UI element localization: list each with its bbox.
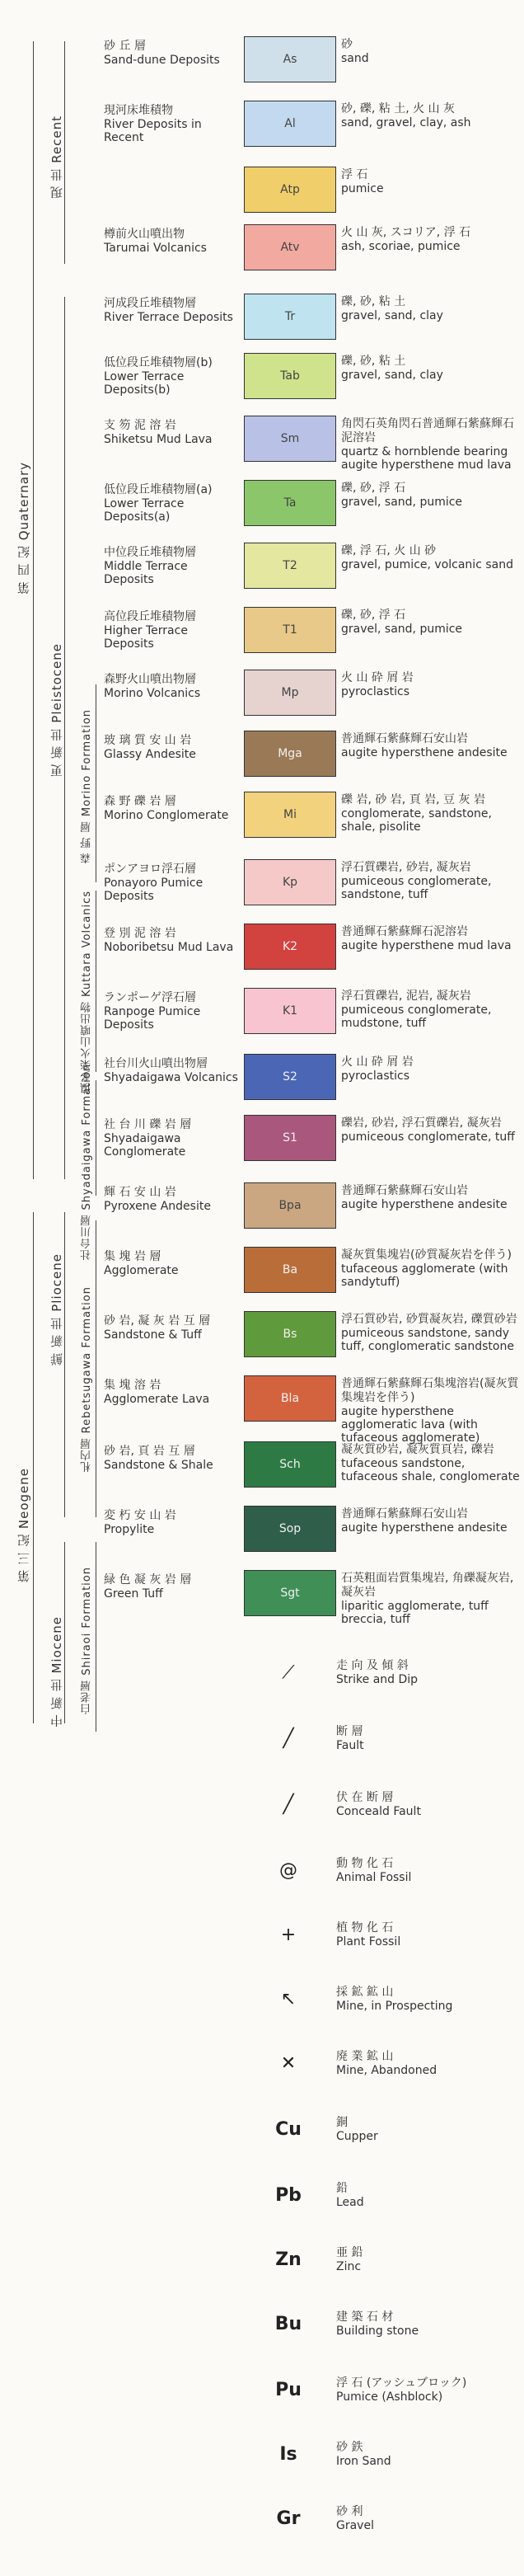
era-pliocene: 鮮 新 世 Pliocene [49,1253,64,1366]
legend-symbol-en: Plant Fossil [336,1935,401,1948]
unit-description-en: conglomerate, sandstone, shale, pisolite [341,807,492,834]
unit-name [104,40,240,67]
unit-swatch: Atv [244,224,336,270]
unit-name-jp: 森野火山噴出物層 [104,673,196,686]
unit-description-en: augite hypersthene andesite [341,1521,508,1535]
unit-description-en: liparitic agglomerate, tuff breccia, tuff [341,1600,489,1626]
unit-description [341,1184,522,1211]
unit-description-jp: 普通輝石紫蘇輝石安山岩 [341,1184,468,1197]
legend-symbol-description [336,2441,517,2468]
unit-swatch: Mi [244,792,336,838]
unit-description-jp: 浮 石 [341,168,368,181]
unit-description-jp: 凝灰質集塊岩(砂質凝灰岩を伴う) [341,1248,512,1262]
unit-description [341,38,522,65]
unit-description-en: tufaceous agglomerate (with sandytuff) [341,1262,508,1289]
unit-swatch: As [244,36,336,82]
unit-name-en: Morino Volcanics [104,687,201,700]
legend-symbol-en: Animal Fossil [336,1871,412,1884]
unit-description [341,1055,522,1083]
unit-swatch: Bs [244,1311,336,1357]
unit-swatch: Al [244,101,336,147]
unit-swatch: S1 [244,1115,336,1161]
legend-symbol-en: Building stone [336,2325,419,2338]
legend-symbol-description [336,1659,517,1686]
unit-swatch: T2 [244,543,336,589]
unit-description [341,1116,522,1144]
unit-name-jp: 変 朽 安 山 岩 [104,1509,176,1522]
unit-name-en: Ranpoge Pumice Deposits [104,1005,201,1032]
unit-name [104,1445,240,1472]
unit-name-en: Glassy Andesite [104,748,196,761]
unit-name-jp: 高位段丘堆積物層 [104,610,196,623]
era-quaternary: 第 四 紀 Quaternary [16,462,31,595]
unit-description-jp: 礫 岩, 砂 岩, 頁 岩, 豆 灰 岩 [341,793,485,806]
unit-description [341,1443,522,1483]
unit-name [104,1057,240,1084]
unit-name [104,104,240,144]
unit-description-en: gravel, sand, pumice [341,496,463,509]
unit-name-jp: 砂 丘 層 [104,40,146,53]
unit-swatch: Tab [244,353,336,399]
unit-description-jp: 普通輝石紫蘇輝石安山岩 [341,732,468,745]
unit-name-en: Sand-dune Deposits [104,54,220,67]
unit-name-jp: 低位段丘堆積物層(b) [104,356,213,369]
unit-description-jp: 礫, 砂, 粘 土 [341,355,406,368]
unit-description-jp: 角閃石英角閃石普通輝石紫蘇輝石泥溶岩 [341,417,514,444]
brace-quaternary [33,41,34,1179]
unit-name-jp: 現河床堆積物 [104,104,173,117]
unit-description-jp: 礫, 砂, 浮 石 [341,609,406,622]
legend-symbol-icon: ⟋ [282,1662,295,1683]
unit-name-en: Ponayoro Pumice Deposits [104,877,204,903]
unit-name [104,356,240,397]
unit-description-en: pyroclastics [341,1069,410,1083]
legend-symbol-icon: Bu [274,2314,302,2334]
unit-name-jp: 河成段丘堆積物層 [104,297,196,310]
unit-swatch: Kp [244,859,336,905]
unit-name-jp: 中位段丘堆積物層 [104,546,196,559]
unit-description-jp: 砂, 礫, 粘 土, 火 山 灰 [341,102,456,115]
unit-description-en: pumiceous conglomerate, sandstone, tuff [341,875,492,901]
unit-description-en: sand, gravel, clay, ash [341,116,471,129]
unit-name [104,610,240,651]
legend-symbol-en: Iron Sand [336,2455,391,2468]
unit-description-jp: 火 山 砕 屑 岩 [341,1055,414,1069]
unit-swatch: K1 [244,988,336,1034]
unit-name-en: Higher Terrace Deposits [104,624,188,651]
unit-name [104,927,240,954]
legend-symbol-jp: 鉛 [336,2182,348,2195]
unit-name-jp: 社台川火山噴出物層 [104,1057,208,1070]
legend-symbol-jp: 亜 鉛 [336,2246,363,2259]
legend-symbol-icon: @ [279,1860,297,1881]
legend-symbol-en: Conceald Fault [336,1805,421,1818]
legend-symbol-en: Cupper [336,2130,378,2143]
unit-name-en: Shyadaigawa Conglomerate [104,1132,186,1159]
unit-name-jp: 玻 璃 質 安 山 岩 [104,734,192,747]
legend-symbol-description [336,2116,517,2143]
unit-description [341,482,522,509]
brace-recent [64,41,65,264]
legend-symbol-icon: Pb [275,2185,302,2206]
unit-description-en: sand [341,52,369,65]
legend-symbol-icon: Is [279,2444,297,2465]
unit-name [104,1118,240,1159]
legend-symbol-description [336,1921,517,1948]
unit-description-en: pumice [341,182,384,195]
legend-symbol-en: Strike and Dip [336,1673,419,1686]
unit-description [341,226,522,253]
unit-name [104,297,240,324]
unit-description [341,168,522,195]
legend-symbol-icon: ✕ [280,2053,297,2074]
unit-description-jp: 火 山 砕 屑 岩 [341,671,414,684]
unit-name-en: Lower Terrace Deposits(a) [104,497,185,524]
unit-description-en: quartz & hornblende bearing augite hypersthene mud lava [341,445,512,472]
unit-name [104,1573,240,1601]
era-pleistocene: 更 新 世 Pleistocene [49,643,64,777]
unit-description-jp: 凝灰質砂岩, 凝灰質頁岩, 礫岩 [341,1443,494,1456]
unit-description-en: augite hypersthene agglomeratic lava (with tufaceous agglomerate) [341,1405,480,1445]
unit-swatch: Mga [244,731,336,777]
legend-symbol-en: Lead [336,2196,364,2209]
legend-symbol-icon: Zn [275,2249,302,2270]
unit-description-jp: 礫, 砂, 浮 石 [341,482,406,495]
unit-name-jp: 集 塊 岩 層 [104,1250,161,1263]
unit-swatch: Bpa [244,1182,336,1229]
unit-name-en: Middle Terrace Deposits [104,560,188,586]
unit-description-en: pumiceous conglomerate, tuff [341,1131,515,1144]
unit-description [341,1313,522,1353]
unit-description-jp: 普通輝石紫蘇輝石集塊溶岩(凝灰質集塊岩を伴う) [341,1377,519,1404]
brace-pliocene [64,1212,65,1517]
unit-description-jp: 礫岩, 砂岩, 浮石質礫岩, 凝灰岩 [341,1116,502,1130]
legend-symbol-description [336,1791,517,1818]
unit-description [341,102,522,129]
legend-symbol-description [336,1725,517,1752]
formation-rebetsu: 札内層 Rebetsugawa Formation [81,1286,93,1473]
unit-description [341,925,522,952]
unit-swatch: Sgt [244,1570,336,1616]
unit-swatch: Sch [244,1441,336,1488]
unit-name [104,863,240,903]
legend-symbol-jp: 砂 利 [336,2505,363,2518]
legend-symbol-jp: 伏 在 断 層 [336,1791,394,1804]
legend-symbol-jp: 断 層 [336,1725,363,1738]
legend-symbol-en: Mine, in Prospecting [336,2000,453,2013]
legend-symbol-description [336,2246,517,2273]
unit-description [341,544,522,571]
unit-description-jp: 浮石質礫岩, 砂岩, 凝灰岩 [341,861,471,874]
legend-symbol-icon: ╱ [283,1728,294,1749]
unit-name-jp: 登 別 泥 溶 岩 [104,927,176,940]
unit-description-jp: 砂 [341,38,353,51]
unit-swatch: Sm [244,416,336,462]
unit-description [341,1572,522,1626]
era-tertiary: 第 三 紀 Neogene [16,1468,31,1583]
unit-description [341,355,522,382]
unit-description-en: gravel, sand, pumice [341,623,463,636]
unit-description [341,732,522,759]
legend-symbol-en: Fault [336,1739,364,1752]
unit-description-en: augite hypersthene andesite [341,746,508,759]
unit-description [341,1248,522,1289]
unit-name [104,734,240,761]
unit-name-jp: 緑 色 凝 灰 岩 層 [104,1573,192,1586]
unit-description-jp: 普通輝石紫蘇輝石泥溶岩 [341,925,468,938]
unit-description-jp: 礫, 浮 石, 火 山 砂 [341,544,437,557]
unit-name-jp: 森 野 礫 岩 層 [104,795,176,808]
unit-name-jp: 砂 岩, 凝 灰 岩 互 層 [104,1314,211,1328]
legend-symbol-jp: 走 向 及 傾 斜 [336,1659,409,1672]
legend-symbol-jp: 建 築 石 材 [336,2310,394,2324]
unit-name-jp: ランポーゲ浮石層 [104,991,196,1004]
legend-symbol-jp: 廃 業 鉱 山 [336,2050,394,2063]
formation-kuttara: 倶多楽火山噴出物 Kuttara Volcanics [81,891,93,1094]
unit-name-jp: 低位段丘堆積物層(a) [104,483,213,496]
unit-description [341,861,522,901]
legend-symbol-description [336,2050,517,2077]
era-recent: 現 世 Recent [49,115,64,200]
unit-name [104,1509,240,1536]
unit-description-jp: 浮石質礫岩, 泥岩, 凝灰岩 [341,990,471,1003]
brace-pleistocene [64,297,65,1179]
legend-symbol-description [336,2310,517,2338]
unit-name-jp: 支 笏 泥 溶 岩 [104,419,176,432]
unit-name-jp: 社 台 川 礫 岩 層 [104,1118,192,1131]
unit-name-jp: 樽前火山噴出物 [104,228,185,241]
legend-symbol-icon: ↖ [280,1989,297,2010]
unit-swatch: Mp [244,670,336,716]
legend-symbol-description [336,2505,517,2532]
unit-name [104,1379,240,1406]
unit-name-en: River Terrace Deposits [104,311,233,324]
unit-swatch: Ba [244,1247,336,1293]
unit-swatch: S2 [244,1054,336,1100]
unit-name-en: Propylite [104,1523,155,1536]
legend-symbol-icon: Pu [275,2380,302,2400]
legend-symbol-jp: 砂 鉄 [336,2441,363,2454]
legend-symbol-description [336,2376,517,2404]
unit-description-en: tufaceous sandstone, tufaceous shale, conglomerate [341,1457,520,1483]
formation-shyadai: 社台川層 Shyadaigawa Formation [81,1064,93,1261]
unit-description [341,990,522,1030]
unit-swatch: Ta [244,480,336,526]
unit-description [341,1507,522,1535]
unit-description [341,1377,522,1445]
unit-description-jp: 浮石質砂岩, 砂質凝灰岩, 礫質砂岩 [341,1313,517,1326]
unit-description-en: augite hypersthene andesite [341,1198,508,1211]
unit-swatch: Bla [244,1375,336,1422]
formation-shiraoi: 白老層 Shiraoi Formation [81,1567,93,1714]
unit-name [104,1250,240,1277]
brace-miocene [64,1542,65,1723]
unit-name-en: Lower Terrace Deposits(b) [104,370,185,397]
unit-description [341,793,522,834]
legend-symbol-description [336,1857,517,1884]
unit-name [104,673,240,700]
unit-name [104,419,240,446]
unit-description-jp: 火 山 灰, スコリア, 浮 石 [341,226,471,239]
era-miocene: 中 新 世 Miocene [49,1616,64,1728]
unit-name [104,991,240,1032]
unit-name [104,228,240,255]
formation-morino: 森 野 層 Morino Formation [81,709,93,864]
unit-description-en: pumiceous conglomerate, mudstone, tuff [341,1004,492,1030]
legend-symbol-jp: 採 鉱 鉱 山 [336,1986,394,1999]
unit-description [341,417,522,472]
unit-name [104,795,240,822]
brace-tertiary [33,1212,34,1723]
legend-symbol-icon: ╱ [283,1794,294,1815]
unit-name-en: Shiketsu Mud Lava [104,433,213,446]
unit-swatch: Sop [244,1506,336,1552]
unit-swatch: T1 [244,607,336,653]
legend-symbol-jp: 銅 [336,2116,348,2129]
unit-name-jp: 輝 石 安 山 岩 [104,1186,176,1199]
legend-symbol-jp: 浮 石 (アッシュブロック) [336,2376,467,2390]
unit-description [341,671,522,698]
unit-name-en: Noboribetsu Mud Lava [104,941,234,954]
unit-name-en: Morino Conglomerate [104,809,229,822]
unit-name-en: River Deposits in Recent [104,118,202,144]
unit-description-jp: 普通輝石紫蘇輝石安山岩 [341,1507,468,1521]
unit-name-jp: 砂 岩, 頁 岩 互 層 [104,1445,195,1458]
unit-name-en: Green Tuff [104,1587,163,1601]
unit-description [341,295,522,322]
unit-description-en: gravel, sand, clay [341,309,443,322]
unit-description-en: pyroclastics [341,685,410,698]
unit-description-jp: 礫, 砂, 粘 土 [341,295,406,308]
legend-symbol-en: Pumice (Ashblock) [336,2390,443,2404]
unit-description-en: pumiceous sandstone, sandy tuff, conglomeratic sandstone [341,1327,514,1353]
legend-symbol-jp: 動 物 化 石 [336,1857,394,1870]
unit-description-en: ash, scoriae, pumice [341,240,461,253]
unit-name-en: Shyadaigawa Volcanics [104,1071,238,1084]
unit-swatch: Atp [244,167,336,213]
unit-description-en: augite hypersthene mud lava [341,939,512,952]
unit-name-jp: 集 塊 溶 岩 [104,1379,161,1392]
unit-description-en: gravel, pumice, volcanic sand [341,558,513,571]
unit-name-en: Agglomerate [104,1264,179,1277]
unit-name-en: Sandstone & Shale [104,1459,213,1472]
legend-symbol-jp: 植 物 化 石 [336,1921,394,1934]
unit-description [341,609,522,636]
unit-name-jp: ポンアヨロ浮石層 [104,863,196,876]
legend-symbol-icon: Cu [275,2119,302,2140]
legend-symbol-description [336,1986,517,2013]
unit-name-en: Sandstone & Tuff [104,1328,202,1342]
legend-symbol-en: Gravel [336,2519,374,2532]
unit-name [104,1186,240,1213]
legend-symbol-en: Mine, Abandoned [336,2064,437,2077]
unit-swatch: Tr [244,294,336,340]
legend-symbol-icon: + [280,1925,297,1945]
legend-symbol-description [336,2182,517,2209]
unit-name-en: Agglomerate Lava [104,1393,210,1406]
unit-name-en: Tarumai Volcanics [104,242,207,255]
unit-name [104,1314,240,1342]
unit-name-en: Pyroxene Andesite [104,1200,211,1213]
legend-symbol-en: Zinc [336,2260,362,2273]
unit-name [104,546,240,586]
legend-symbol-icon: Gr [276,2508,301,2529]
unit-swatch: K2 [244,924,336,970]
unit-description-jp: 石英粗面岩質集塊岩, 角礫凝灰岩, 凝灰岩 [341,1572,514,1599]
unit-name [104,483,240,524]
unit-description-en: gravel, sand, clay [341,369,443,382]
